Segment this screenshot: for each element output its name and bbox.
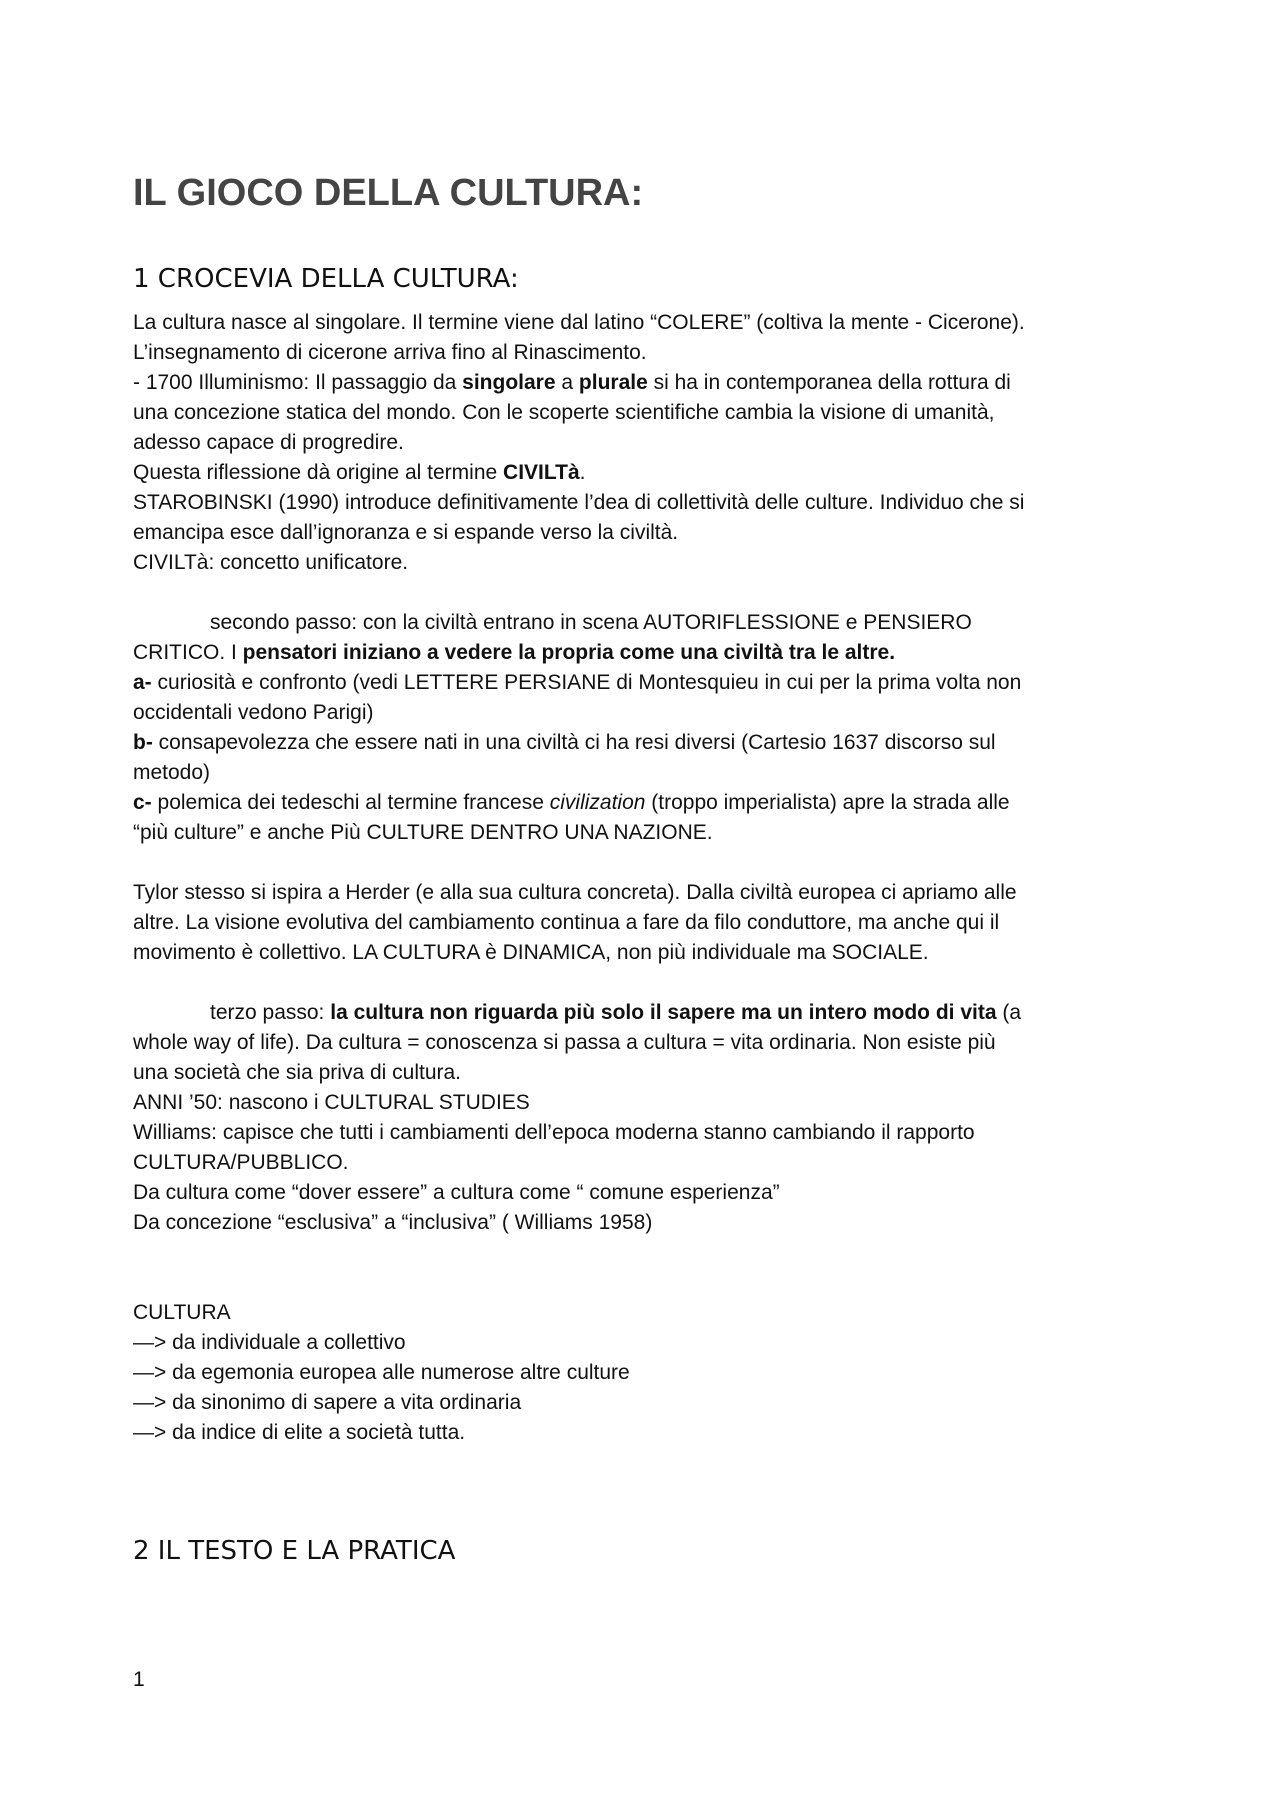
page-number: 1 — [133, 1668, 145, 1691]
paragraph-line: occidentali vedono Parigi) — [133, 701, 374, 724]
paragraph-line: movimento è collettivo. LA CULTURA è DINAMICA, non più individuale ma SOCIALE. — [133, 941, 929, 964]
bold-intero-modo: la cultura non riguarda più solo il sapere ma un intero modo di vita — [330, 1001, 997, 1024]
text-run: CRITICO. I — [133, 641, 243, 664]
paragraph-line: ANNI ’50: nascono i CULTURAL STUDIES — [133, 1091, 530, 1114]
paragraph-line: Da cultura come “dover essere” a cultura come “ comune esperienza” — [133, 1181, 780, 1204]
list-label: a- — [133, 671, 152, 694]
section-heading-testo-pratica: 2 IL TESTO E LA PRATICA — [133, 1536, 456, 1566]
list-label: b- — [133, 731, 153, 754]
text-run: a — [555, 371, 579, 394]
text-run: - 1700 Illuminismo: Il passaggio da — [133, 371, 463, 394]
text-run: terzo passo: — [210, 1001, 331, 1024]
paragraph-terzo-passo — [133, 998, 1153, 1028]
summary-item: —> da sinonimo di sapere a vita ordinaria — [133, 1391, 522, 1414]
bold-singolare: singolare — [462, 371, 556, 394]
bold-plurale: plurale — [578, 371, 648, 394]
paragraph-line: Da concezione “esclusiva” a “inclusiva” ( Williams 1958) — [133, 1211, 653, 1234]
list-item-c — [133, 788, 1153, 818]
text-run: Questa riflessione dà origine al termine — [133, 461, 504, 484]
paragraph-secondo-passo: secondo passo: con la civiltà entrano in scena AUTORIFLESSIONE e PENSIERO — [210, 611, 972, 634]
bold-pensatori: pensatori iniziano a vedere la propria come una civiltà tra le altre. — [242, 641, 896, 664]
paragraph-line: STAROBINSKI (1990) introduce definitivamente l’dea di collettività delle culture. Individuo che si — [133, 491, 1025, 514]
summary-title: CULTURA — [133, 1301, 231, 1324]
paragraph-line: whole way of life). Da cultura = conoscenza si passa a cultura = vita ordinaria. Non esiste più — [133, 1031, 996, 1054]
paragraph-critico — [133, 638, 1153, 668]
paragraph-line: CIVILTà: concetto unificatore. — [133, 551, 409, 574]
text-run: polemica dei tedeschi al termine francese — [151, 791, 550, 814]
text-run: (a — [996, 1001, 1022, 1024]
paragraph-line: CULTURA/PUBBLICO. — [133, 1151, 349, 1174]
paragraph-line: La cultura nasce al singolare. Il termine viene dal latino “COLERE” (coltiva la mente - Cicerone). — [133, 311, 1025, 334]
text-run: curiosità e confronto (vedi LETTERE PERSIANE di Montesquieu in cui per la prima volta non — [151, 671, 1022, 694]
paragraph-line: metodo) — [133, 761, 211, 784]
bold-civilta: CIVILTà — [503, 461, 580, 484]
paragraph-line: una società che sia priva di cultura. — [133, 1061, 462, 1084]
list-item-a — [133, 668, 1153, 698]
text-run: consapevolezza che essere nati in una civiltà ci ha resi diversi (Cartesio 1637 discorso sul — [152, 731, 996, 754]
list-label: c- — [133, 791, 152, 814]
text-run: . — [579, 461, 586, 484]
summary-item: —> da individuale a collettivo — [133, 1331, 406, 1354]
text-run: si ha in contemporanea della rottura di — [647, 371, 1011, 394]
summary-item: —> da egemonia europea alle numerose altre culture — [133, 1361, 630, 1384]
section-heading-crocevia: 1 CROCEVIA DELLA CULTURA: — [133, 264, 519, 294]
section-body — [133, 308, 1153, 1448]
paragraph-line: altre. La visione evolutiva del cambiamento continua a fare da filo conduttore, ma anche qui il — [133, 911, 1000, 934]
paragraph-line: “più culture” e anche Più CULTURE DENTRO UNA NAZIONE. — [133, 821, 713, 844]
summary-item: —> da indice di elite a società tutta. — [133, 1421, 466, 1444]
paragraph-line: Tylor stesso si ispira a Herder (e alla sua cultura concreta). Dalla civiltà europea ci apriamo alle — [133, 881, 1017, 904]
paragraph-line: Williams: capisce che tutti i cambiamenti dell’epoca moderna stanno cambiando il rapporto — [133, 1121, 975, 1144]
paragraph-line: emancipa esce dall’ignoranza e si espande verso la civiltà. — [133, 521, 679, 544]
document-title: IL GIOCO DELLA CULTURA: — [133, 172, 644, 214]
paragraph-line: adesso capace di progredire. — [133, 431, 404, 454]
list-item-b — [133, 728, 1153, 758]
paragraph-line: L’insegnamento di cicerone arriva fino al Rinascimento. — [133, 341, 647, 364]
paragraph-line: una concezione statica del mondo. Con le scoperte scientifiche cambia la visione di umanità, — [133, 401, 995, 424]
paragraph-illuminismo — [133, 368, 1153, 398]
text-run: (troppo imperialista) apre la strada alle — [645, 791, 1010, 814]
italic-civilization: civilization — [549, 791, 646, 814]
paragraph-civilta — [133, 458, 1153, 488]
